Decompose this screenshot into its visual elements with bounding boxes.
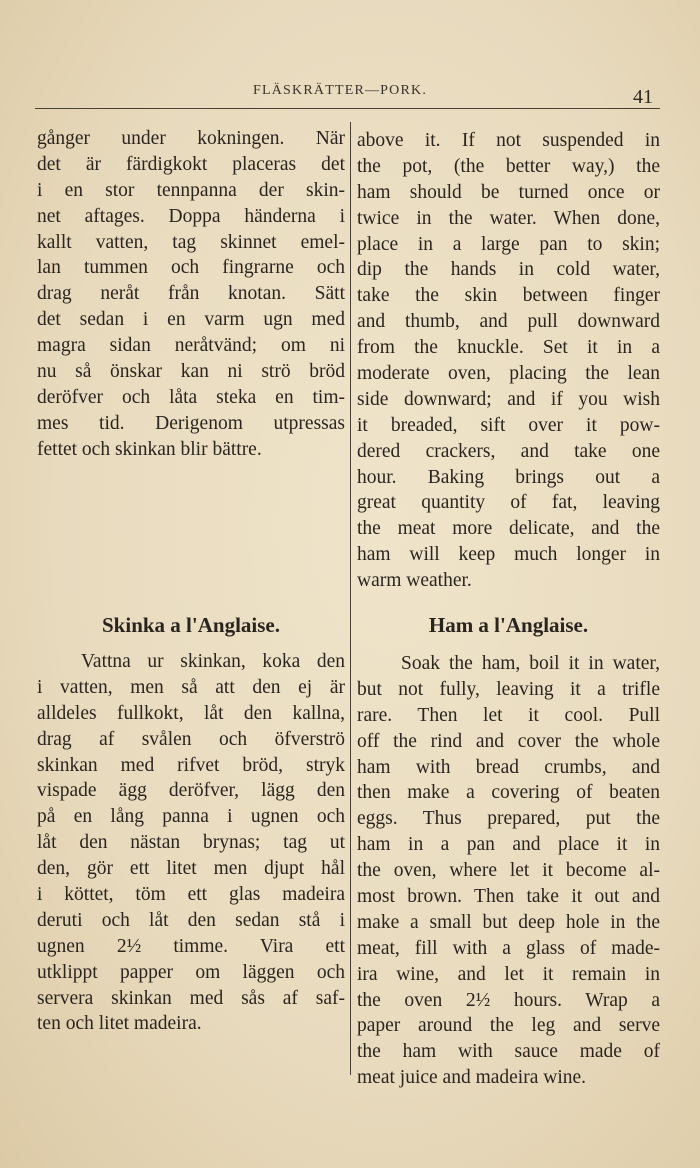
text-line: net aftages. Doppa händerna i <box>37 205 345 227</box>
text-line: the pot, (the better way,) the <box>357 155 660 177</box>
text-line: it breaded, sift over it pow- <box>357 414 660 436</box>
text-line: servera skinkan med sås af saf- <box>37 987 345 1009</box>
text-line: magra sidan neråtvänd; om ni <box>37 335 345 357</box>
text-line: deröfver och låta steka en tim- <box>37 386 345 408</box>
text-line: and thumb, and pull downward <box>357 311 660 333</box>
text-line: then make a covering of beaten <box>357 782 660 804</box>
running-head <box>0 80 700 110</box>
text-line: great quantity of fat, leaving <box>357 492 660 514</box>
text-line: the oven, where let it become al- <box>357 860 660 882</box>
text-line: vispade ägg deröfver, lägg den <box>37 780 345 802</box>
text-line: deruti och låt den sedan stå i <box>37 909 345 931</box>
text-line: den, gör ett litet men djupt hål <box>37 858 345 880</box>
text-line: moderate oven, placing the lean <box>357 363 660 385</box>
text-line: ira wine, and let it remain in <box>357 963 660 985</box>
left-recipe-text <box>37 649 345 1037</box>
text-line: above it. If not suspended in <box>357 130 660 151</box>
text-line: ham should be turned once or <box>357 181 660 203</box>
text-line: Vattna ur skinkan, koka den <box>81 651 345 672</box>
text-line: fettet och skinkan blir bättre. <box>37 438 262 460</box>
running-title: FLÄSKRÄTTER—PORK. <box>253 83 428 98</box>
text-line: the ham with sauce made of <box>357 1041 660 1063</box>
text-line: gånger under kokningen. När <box>37 128 345 149</box>
text-line: det är färdigkokt placeras det <box>37 153 345 175</box>
text-line: Soak the ham, boil it in water, <box>401 653 660 674</box>
recipe-heading-swedish: Skinka a l'Anglaise. <box>102 613 280 637</box>
text-line: drag neråt från knotan. Sätt <box>37 283 345 305</box>
text-line: the meat more delicate, and the <box>357 518 660 540</box>
text-line: ham will keep much longer in <box>357 544 660 566</box>
text-line: kallt vatten, tag skinnet emel- <box>37 231 345 253</box>
text-line: ham with bread crumbs, and <box>357 756 660 778</box>
text-line: take the skin between finger <box>357 285 660 307</box>
text-line: lan tummen och fingrarne och <box>37 257 345 279</box>
text-line: ten och litet madeira. <box>37 1013 202 1035</box>
text-line: meat juice and madeira wine. <box>357 1067 587 1089</box>
text-line: most brown. Then take it out and <box>357 886 660 908</box>
text-line: ugnen 2½ timme. Vira ett <box>37 935 345 957</box>
text-line: i en stor tennpanna der skin- <box>37 179 345 201</box>
text-line: but not fully, leaving it a trifle <box>357 678 660 700</box>
text-line: dip the hands in cold water, <box>357 259 660 281</box>
text-line: på en lång panna i ugnen och <box>37 806 345 828</box>
text-line: rare. Then let it cool. Pull <box>357 704 660 726</box>
text-line: utklippt papper om läggen och <box>37 961 345 983</box>
text-line: paper around the leg and serve <box>357 1015 660 1037</box>
text-line: from the knuckle. Set it in a <box>357 337 660 359</box>
text-line: i vatten, men så att den ej är <box>37 676 345 698</box>
page-number: 41 <box>633 86 653 108</box>
left-continued-text <box>37 126 345 463</box>
text-line: hour. Baking brings out a <box>357 466 660 488</box>
text-line: nu så önskar kan ni strö bröd <box>37 361 345 383</box>
text-line: make a small but deep hole in the <box>357 911 660 933</box>
text-line: alldeles fullkokt, låt den kallna, <box>37 702 345 724</box>
text-line: ham in a pan and place it in <box>357 834 660 856</box>
right-recipe-text <box>357 651 660 1091</box>
recipe-heading-english: Ham a l'Anglaise. <box>428 613 589 637</box>
text-line: i köttet, töm ett glas madeira <box>37 884 345 906</box>
column-divider <box>350 122 351 1075</box>
text-line: meat, fill with a glass of made- <box>357 937 660 959</box>
text-line: place in a large pan to skin; <box>357 233 660 255</box>
text-line: det sedan i en varm ugn med <box>37 309 345 331</box>
text-line: twice in the water. When done, <box>357 207 660 229</box>
text-line: eggs. Thus prepared, put the <box>357 808 660 830</box>
text-line: låt den nästan brynas; tag ut <box>37 832 345 854</box>
text-line: off the rind and cover the whole <box>357 730 660 752</box>
text-line: warm weather. <box>357 570 472 592</box>
text-line: the oven 2½ hours. Wrap a <box>357 989 660 1011</box>
text-line: side downward; and if you wish <box>357 388 660 410</box>
text-line: mes tid. Derigenom utpressas <box>37 412 345 434</box>
text-line: dered crackers, and take one <box>357 440 660 462</box>
text-line: drag af svålen och öfverströ <box>37 728 345 750</box>
right-continued-text <box>357 128 660 594</box>
text-line: skinkan med rifvet bröd, stryk <box>37 754 345 776</box>
header-rule <box>35 108 660 109</box>
